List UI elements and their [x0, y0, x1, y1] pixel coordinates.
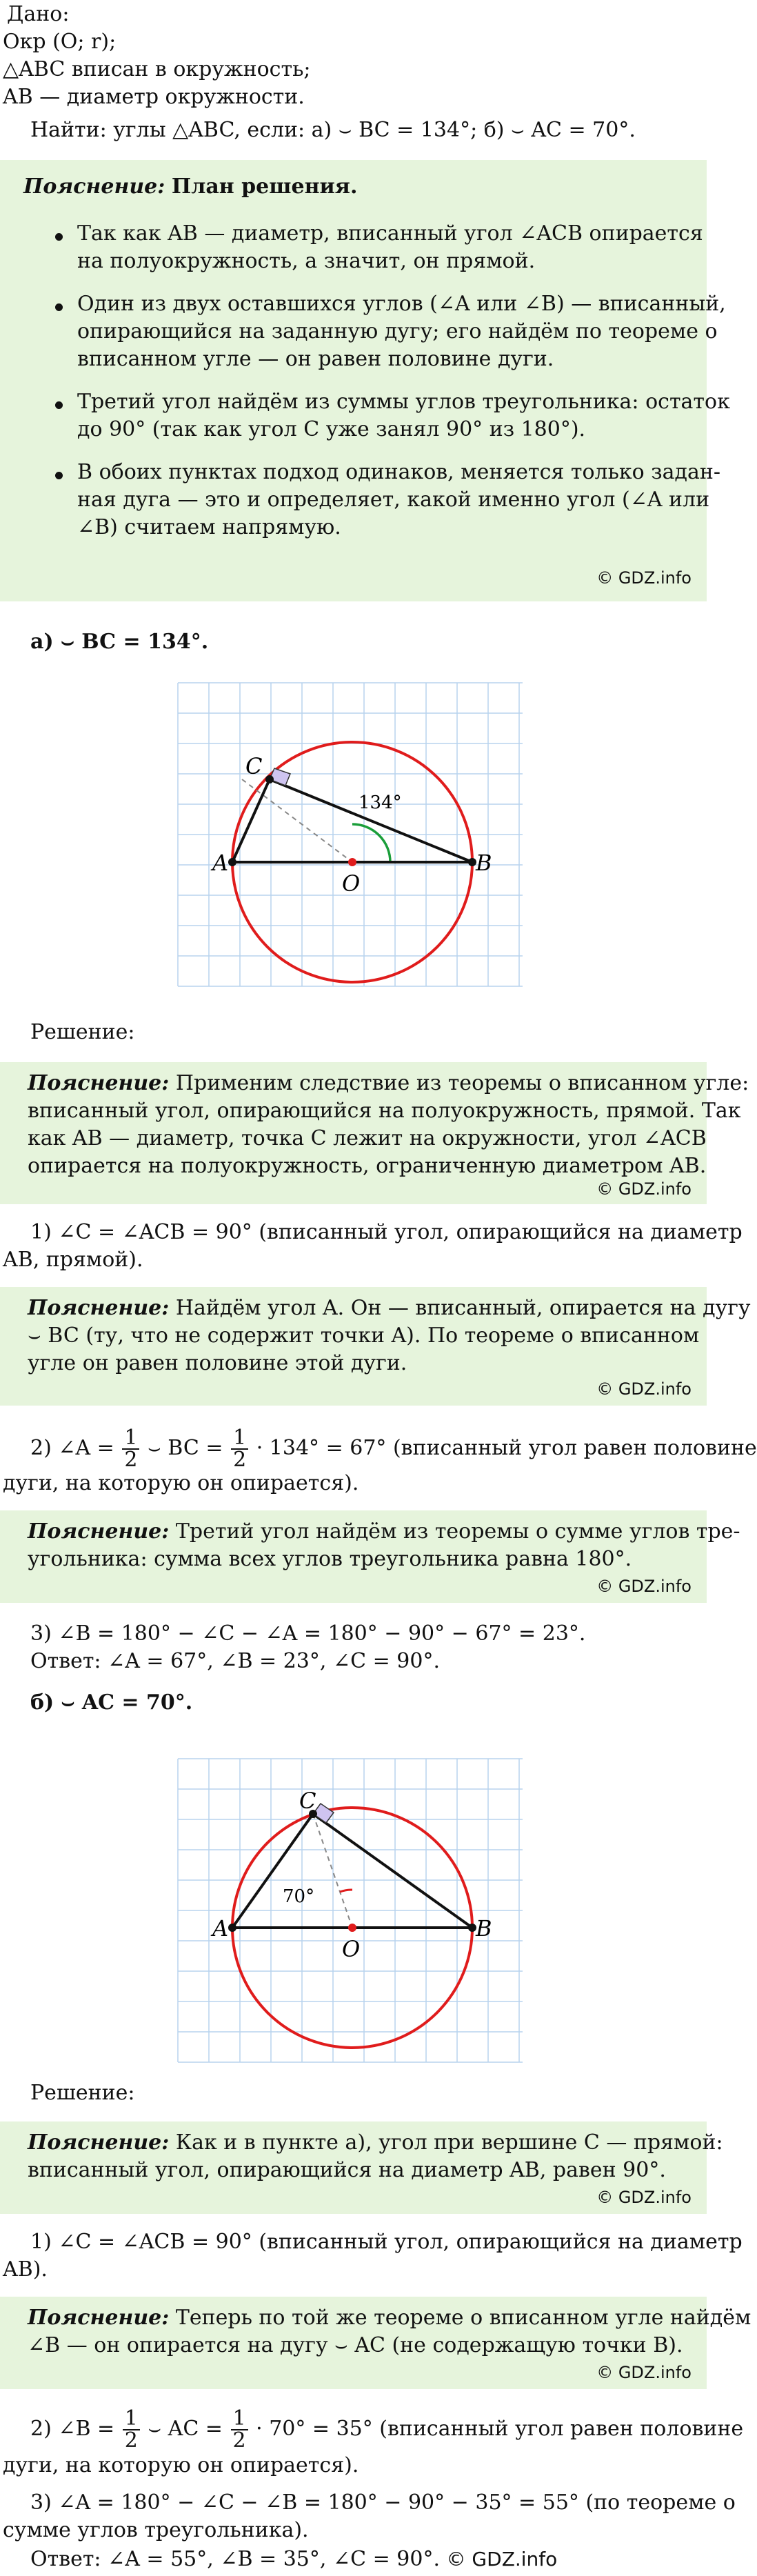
- fraction: $\frac{1}{2}$: [123, 2408, 140, 2451]
- bullet-icon: [55, 401, 63, 409]
- gdz-watermark: © GDZ.info: [596, 1179, 692, 1199]
- step-1-a-cont: AB, прямой).: [3, 1248, 143, 1272]
- figure-a: [178, 683, 523, 986]
- step-3-a: 3) ∠B = 180° − ∠C − ∠A = 180° − 90° − 67° = 23°.: [30, 1621, 586, 1646]
- answer-a: Ответ: ∠A = 67°, ∠B = 23°, ∠C = 90°.: [30, 1649, 440, 1673]
- solution-label-a: Решение:: [30, 1020, 135, 1044]
- step-2-b-cont: дуги, на которую он опирается).: [3, 2453, 359, 2477]
- label-o: O: [342, 870, 361, 897]
- label-b: B: [476, 850, 492, 876]
- given-label: Дано:: [7, 2, 70, 26]
- label-c: C: [299, 1788, 316, 1814]
- gdz-watermark: © GDZ.info: [596, 1379, 692, 1399]
- part-a-heading: а) ⌣ BC = 134°.: [30, 630, 209, 654]
- fraction: $\frac{1}{2}$: [231, 2408, 248, 2451]
- fraction: $\frac{1}{2}$: [231, 1428, 248, 1470]
- label-b: B: [476, 1915, 492, 1941]
- label-a: A: [212, 850, 229, 876]
- plan-bullet-4-line-3: ∠B) считаем напрямую.: [77, 515, 341, 539]
- bullet-icon: [55, 233, 63, 241]
- plan-bullet-3-line-2: до 90° (так как угол C уже занял 90° из 180°).: [77, 417, 586, 441]
- gdz-watermark: © GDZ.info: [596, 2188, 692, 2207]
- given-triangle: △ABC вписан в окружность;: [3, 57, 311, 81]
- explanation-box: Пояснение: Как и в пункте а), угол при вершине C — прямой: вписанный угол, опирающийся на диаметр AB, равен 90°. © GDZ.info: [0, 2121, 707, 2214]
- triangle-abc: [232, 779, 472, 862]
- find-statement: Найти: углы △ABC, если: а) ⌣ BC = 134°; б) ⌣ AC = 70°.: [30, 118, 636, 142]
- plan-box: [0, 160, 730, 601]
- plan-bullet-4-line-1: В обоих пунктах подход одинаков, меняется только задан-: [77, 460, 721, 484]
- step-1-a: 1) ∠C = ∠ACB = 90° (вписанный угол, опирающийся на диаметр: [30, 1220, 743, 1244]
- gdz-watermark: © GDZ.info: [596, 568, 692, 588]
- plan-bullet-1-line-1: Так как AB — диаметр, вписанный угол ∠ACB опирается: [77, 221, 703, 246]
- grid-lines: [178, 683, 523, 986]
- part-b-heading: б) ⌣ AC = 70°.: [30, 1690, 193, 1715]
- step-2-a: 2) ∠A = $\frac{1}{2}$ ⌣ BC = $\frac{1}{2}$ · 134° = 67° (вписанный угол равен половине: [30, 1426, 757, 1472]
- solution-label-b: Решение:: [30, 2081, 135, 2105]
- angle-label-a: 134°: [359, 792, 402, 813]
- plan-subtitle: План решения.: [171, 174, 358, 199]
- angle-arc-a: [352, 824, 390, 862]
- answer-b: Ответ: ∠A = 55°, ∠B = 35°, ∠C = 90°. © GDZ.info: [30, 2547, 558, 2571]
- gdz-watermark: © GDZ.info: [446, 2548, 558, 2570]
- explanation-box: Пояснение: Применим следствие из теоремы о вписанном угле: вписанный угол, опирающийся на полуокружность, прямой. Так как AB — диаметр, точка C лежит на окружности, угол ∠ACB опирается на полуокружность, ограниченную диаметром AB. © GDZ.info: [0, 1062, 707, 1204]
- gdz-watermark: © GDZ.info: [596, 1577, 692, 1596]
- step-2-b: 2) ∠B = $\frac{1}{2}$ ⌣ AC = $\frac{1}{2}$ · 70° = 35° (вписанный угол равен половине: [30, 2406, 744, 2453]
- gdz-watermark: © GDZ.info: [596, 2363, 692, 2382]
- plan-bullet-2-line-3: вписанном угле — он равен половине дуги.: [77, 347, 554, 371]
- angle-label-b: 70°: [283, 1886, 315, 1907]
- angle-arc-b: [340, 1890, 352, 1892]
- plan-bullet-3-line-1: Третий угол найдём из суммы углов треугольника: остаток: [77, 390, 730, 414]
- given-diameter: AB — диаметр окружности.: [3, 85, 305, 109]
- point-a: [228, 858, 236, 866]
- plan-bullet-2-line-1: Один из двух оставшихся углов (∠A или ∠B) — вписанный,: [77, 292, 726, 316]
- label-o: O: [342, 1936, 361, 1962]
- explanation-box: Пояснение: Третий угол найдём из теоремы о сумме углов тре- угольника: сумма всех углов треугольника равна 180°. © GDZ.info: [0, 1510, 707, 1603]
- step-3-b-cont: сумме углов треугольника).: [3, 2518, 309, 2542]
- step-1-b: 1) ∠C = ∠ACB = 90° (вписанный угол, опирающийся на диаметр: [30, 2230, 743, 2254]
- bullet-icon: [55, 303, 63, 311]
- explanation-box: Пояснение: Найдём угол A. Он — вписанный, опирается на дугу ⌣ BC (ту, что не содержит точки A). По теореме о вписанном угле он равен половине этой дуги. © GDZ.info: [0, 1287, 707, 1406]
- step-2-a-cont: дуги, на которую он опирается).: [3, 1471, 359, 1495]
- center-o: [348, 1924, 356, 1932]
- fraction: $\frac{1}{2}$: [122, 1428, 139, 1470]
- given-circle: Окр (O; r);: [3, 30, 117, 54]
- step-1-b-cont: AB).: [3, 2257, 48, 2282]
- bullet-icon: [55, 472, 63, 479]
- point-c: [265, 775, 274, 783]
- label-a: A: [212, 1915, 229, 1941]
- plan-title: Пояснение:: [23, 174, 165, 199]
- plan-bullet-4-line-2: ная дуга — это и определяет, какой именно угол (∠A или: [77, 488, 710, 512]
- center-o: [348, 858, 356, 866]
- explanation-box: Пояснение: Теперь по той же теореме о вписанном угле найдём ∠B — он опирается на дугу ⌣ AC (не содержащую точки B). © GDZ.info: [0, 2297, 707, 2389]
- step-3-b: 3) ∠A = 180° − ∠C − ∠B = 180° − 90° − 35° = 55° (по теореме о: [30, 2490, 736, 2515]
- plan-bullet-1-line-2: на полуокружность, а значит, он прямой.: [77, 249, 536, 273]
- point-a: [228, 1924, 236, 1932]
- figure-b: [178, 1759, 523, 2062]
- plan-bullet-2-line-2: опирающийся на заданную дугу; его найдём по теореме о: [77, 319, 718, 343]
- label-c: C: [245, 753, 263, 779]
